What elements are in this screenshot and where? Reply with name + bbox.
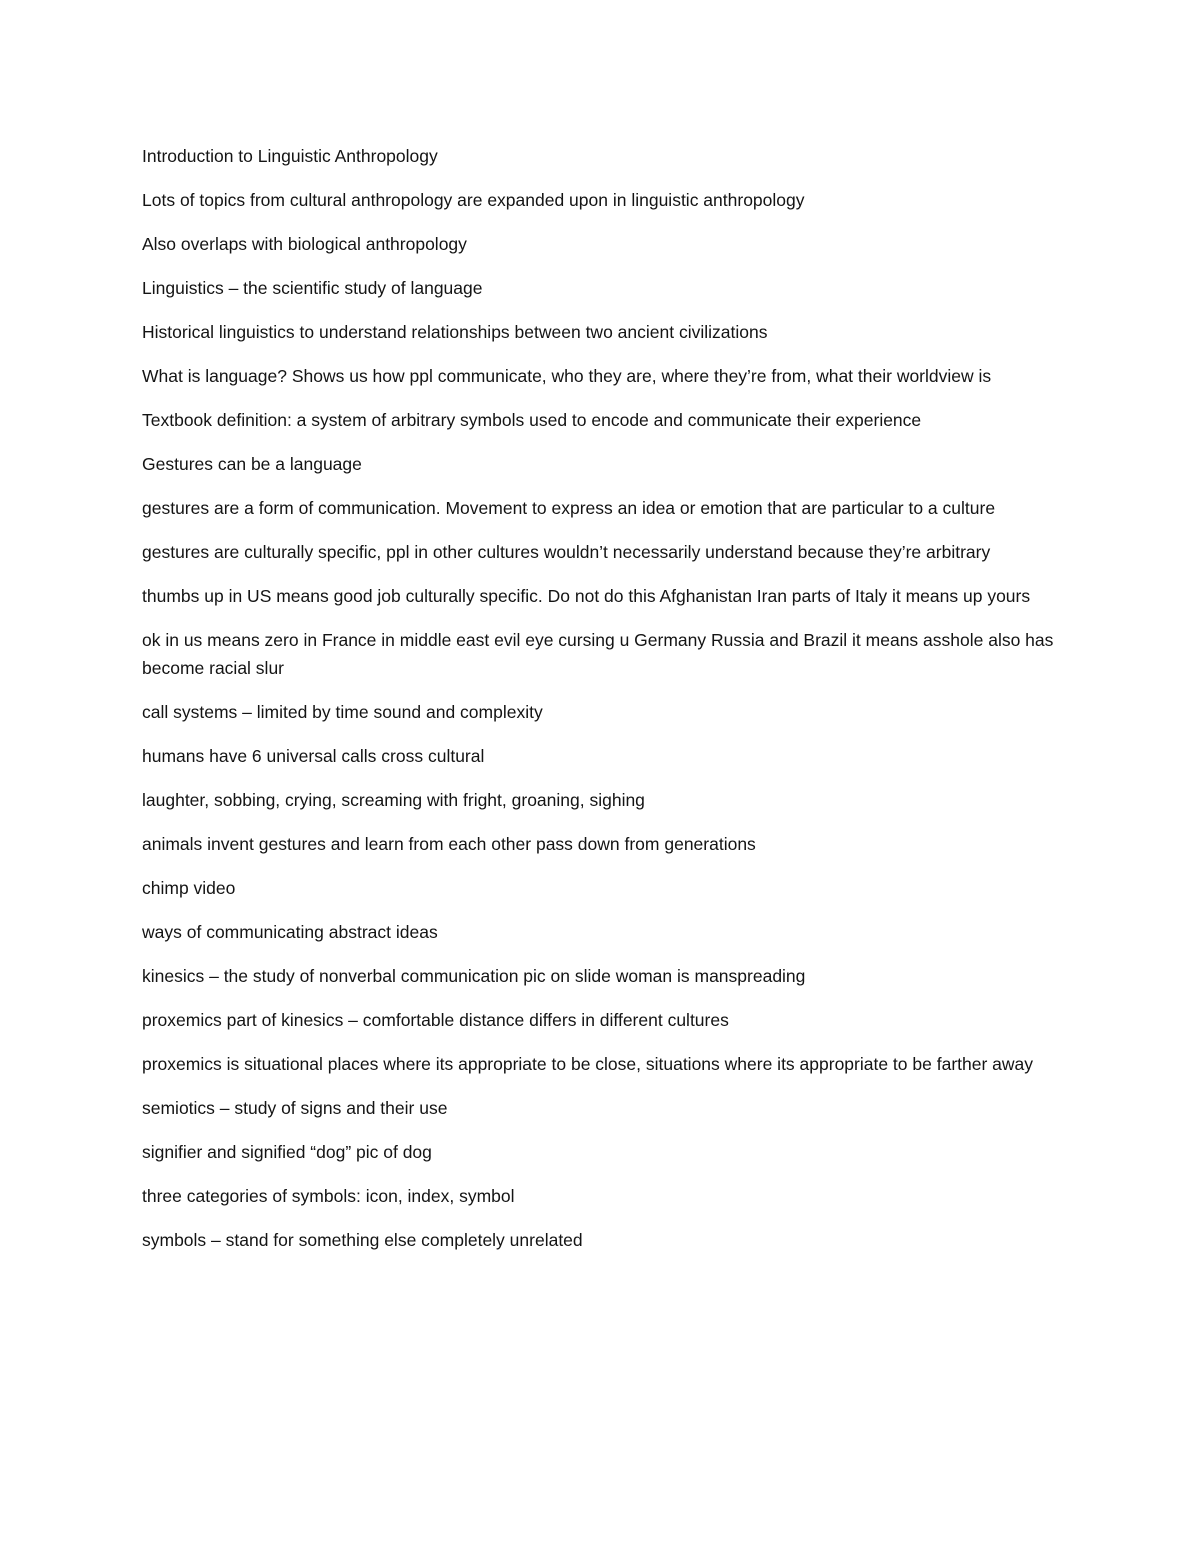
note-paragraph: symbols – stand for something else completely unrelated [142, 1230, 583, 1250]
note-paragraph: animals invent gestures and learn from each other pass down from generations [142, 834, 756, 854]
note-paragraph: signifier and signified “dog” pic of dog [142, 1142, 432, 1162]
note-paragraph: Textbook definition: a system of arbitrary symbols used to encode and communicate their experience [142, 410, 922, 430]
document-title: Introduction to Linguistic Anthropology [142, 146, 438, 166]
document-body [142, 142, 1062, 1270]
note-paragraph: humans have 6 universal calls cross cultural [142, 746, 485, 766]
note-paragraph: Linguistics – the scientific study of language [142, 278, 483, 298]
note-paragraph: gestures are a form of communication. Movement to express an idea or emotion that are particular to a culture [142, 498, 996, 518]
note-paragraph: Also overlaps with biological anthropology [142, 234, 467, 254]
note-paragraph: call systems – limited by time sound and complexity [142, 702, 543, 722]
note-paragraph: semiotics – study of signs and their use [142, 1098, 448, 1118]
note-paragraph: proxemics is situational places where its appropriate to be close, situations where its appropriate to be farther away [142, 1054, 1034, 1074]
note-paragraph: laughter, sobbing, crying, screaming with fright, groaning, sighing [142, 790, 645, 810]
note-paragraph: kinesics – the study of nonverbal communication pic on slide woman is manspreading [142, 966, 806, 986]
note-paragraph: three categories of symbols: icon, index, symbol [142, 1186, 515, 1206]
note-paragraph: What is language? Shows us how ppl communicate, who they are, where they’re from, what their worldview is [142, 366, 992, 386]
note-paragraph: Gestures can be a language [142, 454, 362, 474]
note-paragraph: ways of communicating abstract ideas [142, 922, 438, 942]
note-paragraph: chimp video [142, 878, 236, 898]
note-paragraph: thumbs up in US means good job culturally specific. Do not do this Afghanistan Iran parts of Italy it means up yours [142, 586, 1031, 606]
note-paragraph: Lots of topics from cultural anthropology are expanded upon in linguistic anthropology [142, 190, 805, 210]
note-paragraph: Historical linguistics to understand relationships between two ancient civilizations [142, 322, 768, 342]
note-paragraph: gestures are culturally specific, ppl in other cultures wouldn’t necessarily understand because they’re arbitrary [142, 542, 991, 562]
note-paragraph: proxemics part of kinesics – comfortable distance differs in different cultures [142, 1010, 729, 1030]
note-paragraph: ok in us means zero in France in middle east evil eye cursing u Germany Russia and Brazil it means asshole also has become racial slur [142, 630, 1054, 678]
